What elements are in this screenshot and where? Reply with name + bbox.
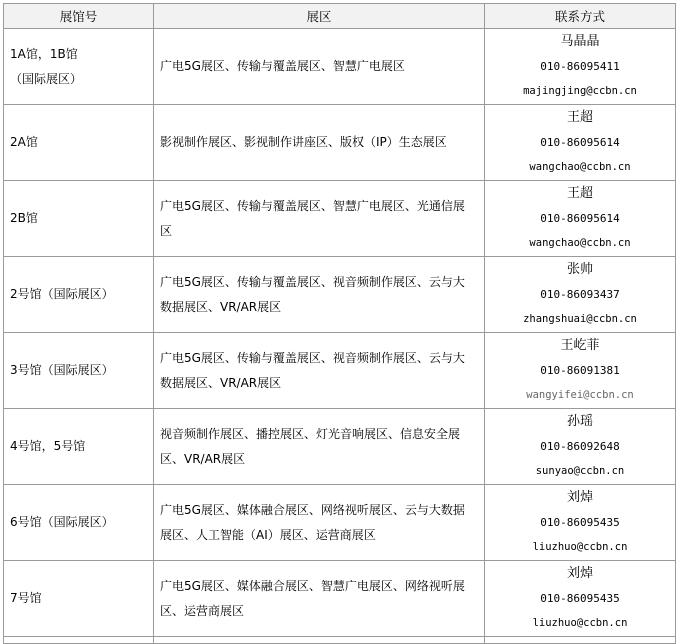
contact-phone: 010-86095435: [540, 592, 620, 605]
contact-cell: [485, 333, 676, 409]
contact-name: 马晶晶: [560, 34, 600, 49]
empty-cell: [4, 637, 154, 644]
contact-name: 孙瑶: [566, 414, 593, 429]
contact-email[interactable]: wangyifei@ccbn.cn: [526, 389, 634, 401]
table-row: [4, 181, 676, 257]
hall-cell: [4, 257, 154, 333]
contact-cell: [485, 561, 676, 637]
contact-email[interactable]: majingjing@ccbn.cn: [523, 85, 637, 97]
contact-cell: [485, 105, 676, 181]
contact-cell: [485, 181, 676, 257]
contact-name: 王超: [566, 186, 593, 201]
hall-cell: [4, 485, 154, 561]
contact-phone: 010-86092648: [540, 440, 620, 453]
table-row: [4, 561, 676, 637]
zone-cell: 影视制作展区、影视制作讲座区、版权（IP）生态展区: [154, 105, 485, 181]
zone-cell: 视音频制作展区、播控展区、灯光音响展区、信息安全展区、VR/AR展区: [154, 409, 485, 485]
table-row: [4, 29, 676, 105]
hall-cell: [4, 181, 154, 257]
empty-cell: [154, 637, 485, 644]
table-row: [4, 257, 676, 333]
hall-text: 3号馆（国际展区）: [10, 363, 114, 377]
zone-cell: 广电5G展区、传输与覆盖展区、智慧广电展区: [154, 29, 485, 105]
contact-cell: [485, 485, 676, 561]
contact-name: 刘焯: [566, 566, 593, 581]
contact-email[interactable]: zhangshuai@ccbn.cn: [523, 313, 637, 325]
header-hall: 展馆号: [4, 4, 154, 29]
hall-cell: [4, 561, 154, 637]
table-row: [4, 409, 676, 485]
hall-text: 2B馆: [10, 211, 38, 225]
exhibition-table: [3, 3, 676, 644]
contact-email[interactable]: liuzhuo@ccbn.cn: [532, 541, 628, 553]
contact-cell: [485, 409, 676, 485]
contact-email[interactable]: wangchao@ccbn.cn: [529, 161, 631, 173]
contact-name: 张帅: [566, 262, 593, 277]
header-contact: 联系方式: [485, 4, 676, 29]
contact-name: 刘焯: [566, 490, 593, 505]
hall-cell: [4, 333, 154, 409]
contact-email[interactable]: wangchao@ccbn.cn: [529, 237, 631, 249]
hall-text: 6号馆（国际展区）: [10, 515, 114, 529]
contact-email[interactable]: sunyao@ccbn.cn: [535, 465, 625, 477]
table-row: [4, 333, 676, 409]
contact-phone: 010-86095614: [540, 212, 620, 225]
hall-cell: [4, 105, 154, 181]
hall-text: 7号馆: [10, 591, 42, 605]
zone-cell: 广电5G展区、传输与覆盖展区、视音频制作展区、云与大数据展区、VR/AR展区: [154, 257, 485, 333]
contact-phone: 010-86091381: [540, 364, 620, 377]
contact-phone: 010-86093437: [540, 288, 620, 301]
contact-phone: 010-86095614: [540, 136, 620, 149]
header-row: [4, 4, 676, 29]
contact-name: 王屹菲: [560, 338, 600, 353]
zone-cell: 广电5G展区、传输与覆盖展区、视音频制作展区、云与大数据展区、VR/AR展区: [154, 333, 485, 409]
hall-cell: [4, 29, 154, 105]
contact-phone: 010-86095435: [540, 516, 620, 529]
table-row-partial: [4, 637, 676, 644]
table-row: [4, 485, 676, 561]
header-zone: 展区: [154, 4, 485, 29]
contact-cell: [485, 29, 676, 105]
zone-cell: 广电5G展区、传输与覆盖展区、智慧广电展区、光通信展区: [154, 181, 485, 257]
zone-cell: 广电5G展区、媒体融合展区、智慧广电展区、网络视听展区、运营商展区: [154, 561, 485, 637]
zone-cell: 广电5G展区、媒体融合展区、网络视听展区、云与大数据展区、人工智能（AI）展区、运营商展区: [154, 485, 485, 561]
empty-cell: [485, 637, 676, 644]
contact-cell: [485, 257, 676, 333]
table-row: [4, 105, 676, 181]
hall-text: 4号馆，5号馆: [10, 439, 86, 453]
contact-phone: 010-86095411: [540, 60, 620, 73]
contact-email[interactable]: liuzhuo@ccbn.cn: [532, 617, 628, 629]
contact-name: 王超: [566, 110, 593, 125]
hall-cell: [4, 409, 154, 485]
hall-text: （国际展区）: [10, 71, 83, 86]
hall-text: 2号馆（国际展区）: [10, 287, 114, 301]
hall-text: 1A馆，1B馆: [10, 46, 78, 61]
hall-text: 2A馆: [10, 135, 38, 149]
